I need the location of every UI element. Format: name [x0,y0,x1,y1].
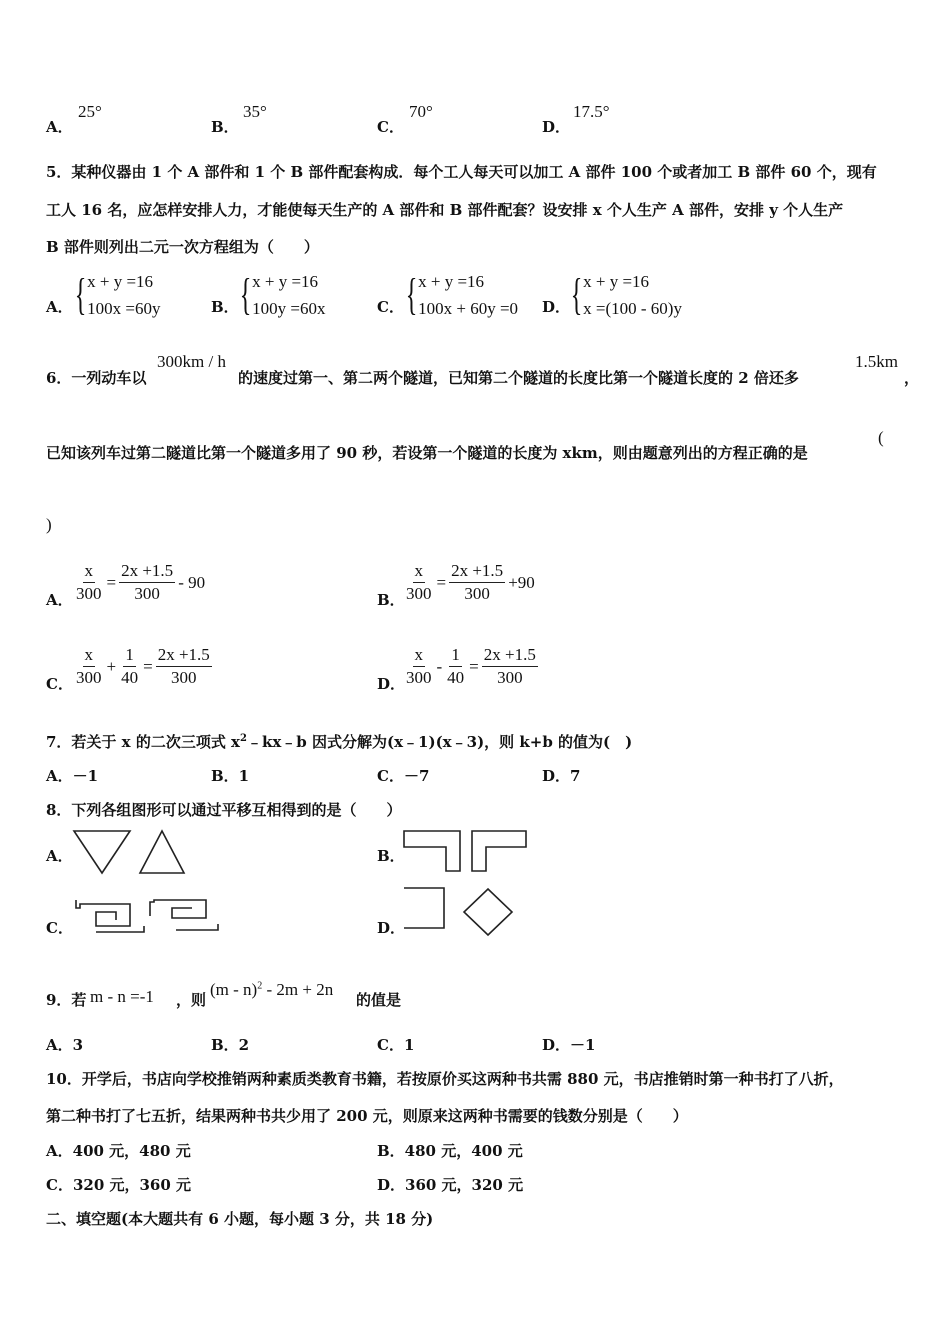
q8-option-b-letter: B． [377,847,405,865]
q6-close-paren: ) [46,515,52,534]
q10-option-d: D．360 元，320 元 [377,1176,524,1194]
q4-option-a-letter: A． [46,118,73,136]
q9-option-a: A．3 [46,1036,84,1054]
q8-option-a-figure [72,828,186,876]
q7-option-c: C．－7 [377,767,430,785]
q5-stem-line-1: 5．某种仪器由 1 个 A 部件和 1 个 B 部件配套构成．每个工人每天可以加工 A 部件 100 个或者加工 B 部件 60 个，现有 [46,163,877,181]
q7-superscript: 2 [240,733,247,744]
q7-stem-a: 7．若关于 x 的二次三项式 x [46,733,240,751]
q6-d-equals: = [469,656,479,676]
q6-b-frac1-den: 300 [406,584,432,603]
q6-stem-line-2: 已知该列车过第二隧道比第一个隧道多用了 90 秒，若设第一个隧道的长度为 xkm，则由题意列出的方程正确的是 [46,444,808,462]
q8-d-diamond [464,889,512,935]
q8-c-spiral-right-base [176,924,218,930]
q6-a-tail: - 90 [178,572,206,592]
q7-stem [46,731,632,752]
q6-d-frac2-num: 2x +1.5 [482,644,538,667]
q8-option-d-letter: D． [377,919,406,937]
q8-option-c-figure [72,896,224,938]
q7-option-b: B．1 [211,767,250,785]
q8-a-up-triangle [140,831,184,873]
q5-option-d-letter: D． [542,298,571,316]
q6-d-frac3-num: 1 [449,644,462,667]
q9-stem-c: 的值是 [356,991,402,1009]
q7-stem-b: ﹣kx﹣b 因式分解为(x﹣1)(x﹣3)，则 k+b 的值为( ) [246,733,633,751]
q6-stem-part-2: 的速度过第一、第二两个隧道，已知第二个隧道的长度比第一个隧道长度的 2 倍还多 [238,369,799,387]
q6-b-tail: +90 [508,572,535,592]
q5-option-a-system: { x + y =16 100x =60y [70,268,160,322]
q8-b-shape-left [404,831,460,871]
q5-c-eq1: x + y =16 [418,272,485,291]
q8-c-spiral-right [150,900,206,918]
q6-a-equals: = [106,572,117,592]
q10-stem-line-1: 10．开学后，书店向学校推销两种素质类教育书籍，若按原价买这两种书共需 880 元，书店推销时第一种书打了八折， [46,1070,844,1088]
q6-c-frac2-num: 2x +1.5 [156,644,212,667]
q6-option-b-equation [404,560,535,605]
q8-d-open-square [404,888,444,928]
q5-option-c-letter: C． [377,298,404,316]
q6-b-frac2-num: 2x +1.5 [449,560,505,583]
q9-stem-a: 9．若 [46,991,87,1009]
q9-option-c: C．1 [377,1036,415,1054]
q6-b-equals: = [436,572,447,592]
q6-d-operator: - [436,656,443,676]
q6-b-frac1-num: x [413,560,426,583]
q10-stem-line-2: 第二种书打了七五折，结果两种书共少用了 200 元，则原来这两种书需要的钱数分别是（ ） [46,1107,688,1125]
q6-stem-part-1: 6．一列动车以 [46,369,147,387]
q9-expr-a: (m - n) [210,980,258,999]
q10-option-a: A．400 元，480 元 [46,1142,191,1160]
q5-a-eq2: 100x =60y [87,299,161,318]
q6-a-frac1-num: x [83,560,96,583]
q6-a-frac2-den: 300 [134,584,160,603]
q9-expr-sup: 2 [257,980,263,992]
q8-option-c-letter: C． [46,919,73,937]
q6-c-frac3-num: 1 [123,644,136,667]
q5-d-eq1: x + y =16 [583,272,650,291]
q6-c-operator: + [106,656,117,676]
q8-a-down-triangle [74,831,130,873]
q6-open-paren: ( [878,428,884,447]
q9-stem-b: ，则 [176,991,207,1009]
q5-option-b-system: { x + y =16 100y =60x [235,268,325,322]
q6-c-equals: = [143,656,153,676]
q6-option-d-equation [404,644,538,689]
q4-option-d-value: 17.5° [573,102,610,121]
q6-option-c-equation [74,644,212,689]
q6-b-frac2-den: 300 [464,584,490,603]
q7-option-a: A．－1 [46,767,99,785]
q5-option-c-system: { x + y =16 100x + 60y =0 [401,268,518,322]
q5-option-a-letter: A． [46,298,73,316]
q4-option-b-letter: B． [211,118,239,136]
q6-option-a-letter: A． [46,591,73,609]
q5-b-eq2: 100y =60x [252,299,326,318]
q9-condition: m - n =-1 [90,987,154,1006]
q7-option-d: D．7 [542,767,581,785]
q5-stem-line-3: B 部件则列出二元一次方程组为（ ） [46,238,319,256]
section-2-heading: 二、填空题(本大题共有 6 小题，每小题 3 分，共 18 分) [46,1210,434,1228]
q6-c-frac1-num: x [83,644,96,667]
q9-expression [210,980,333,1000]
q8-option-a-letter: A． [46,847,73,865]
q6-d-frac1-den: 300 [406,668,432,687]
q6-d-frac3-den: 40 [447,668,465,687]
q9-option-b: B．2 [211,1036,250,1054]
q6-speed: 300km / h [157,352,226,371]
q6-c-frac2-den: 300 [170,668,197,687]
q4-option-b-value: 35° [243,102,267,121]
q6-extra-length: 1.5km [855,352,898,371]
q5-d-eq2: x =(100 - 60)y [583,299,682,318]
q6-a-frac1-den: 300 [76,584,102,603]
q10-option-b: B．480 元，400 元 [377,1142,523,1160]
q6-d-frac2-den: 300 [497,668,523,687]
q5-c-eq2: 100x + 60y =0 [418,299,519,318]
q6-option-d-letter: D． [377,675,406,693]
q6-a-frac2-num: 2x +1.5 [119,560,175,583]
q4-option-a-value: 25° [78,102,102,121]
q8-stem: 8．下列各组图形可以通过平移互相得到的是（ ） [46,801,402,819]
q6-d-frac1-num: x [413,644,426,667]
q4-option-d-letter: D． [542,118,571,136]
q8-option-d-figure [402,884,518,938]
q5-stem-line-2: 工人 16 名，应怎样安排人力，才能使每天生产的 A 部件和 B 部件配套？设安排 x 个人生产 A 部件，安排 y 个人生产 [46,201,844,219]
q5-a-eq1: x + y =16 [87,272,154,291]
q6-c-frac3-den: 40 [121,668,139,687]
q8-option-b-figure [402,829,530,873]
q6-option-a-equation [74,560,205,605]
q5-b-eq1: x + y =16 [252,272,319,291]
q10-option-c: C．320 元，360 元 [46,1176,192,1194]
q8-b-shape-right [472,831,526,871]
q6-c-frac1-den: 300 [76,668,102,687]
q8-c-spiral-left-base [96,926,144,932]
q4-option-c-value: 70° [409,102,433,121]
q9-expr-b: - 2m + 2n [262,980,334,999]
q6-option-b-letter: B． [377,591,405,609]
q6-comma: ， [904,369,920,387]
q8-c-spiral-left [76,900,130,926]
q9-option-d: D．－1 [542,1036,596,1054]
q4-option-c-letter: C． [377,118,404,136]
q5-option-d-system: { x + y =16 x =(100 - 60)y [566,268,682,322]
q5-option-b-letter: B． [211,298,239,316]
q6-option-c-letter: C． [46,675,73,693]
